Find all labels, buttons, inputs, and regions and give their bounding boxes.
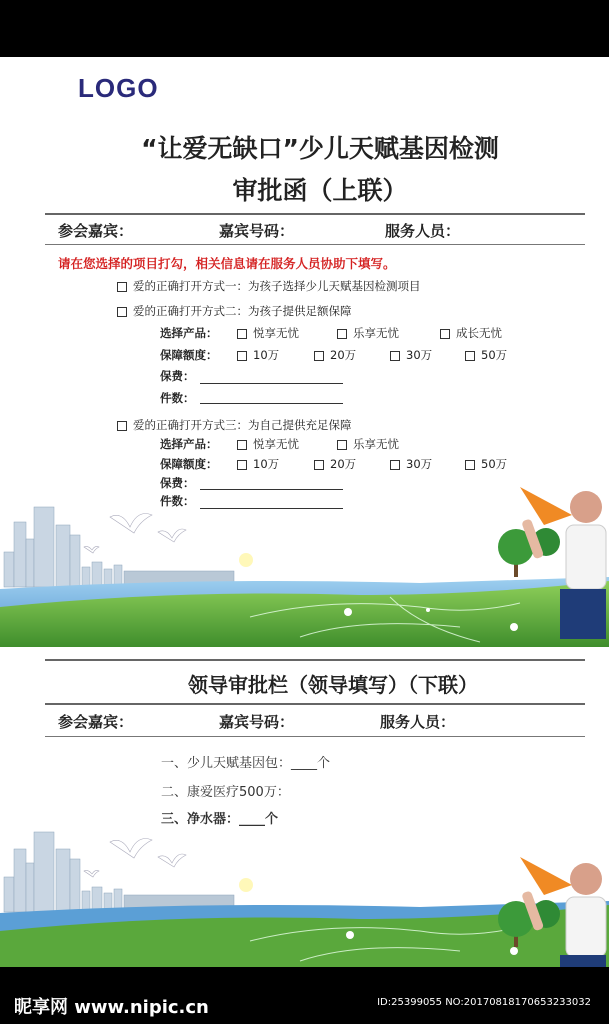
premium-field-2[interactable] [200,383,343,384]
product-name: 乐享无忧 [353,326,399,340]
amount-choice[interactable] [314,347,356,363]
sun-glow [239,553,253,567]
amount-label-2: 保障额度： [160,348,218,362]
amount-choice[interactable] [390,347,432,363]
amount-choice[interactable] [314,456,356,472]
staff-label-lower: 服务人员： [380,713,456,731]
approval-letter-page [0,57,609,967]
option-3[interactable] [117,417,352,433]
paper-plane-icon [520,857,572,895]
amount-choice[interactable] [237,347,279,363]
option-1-checkbox[interactable] [117,282,127,292]
amount-checkbox[interactable] [390,351,400,361]
amount-checkbox[interactable] [237,460,247,470]
amount-choice[interactable] [237,456,279,472]
amount-value: 50万 [481,348,508,362]
amount-value: 20万 [330,457,357,471]
option-2-label: 爱的正确打开方式二：为孩子提供足额保障 [133,304,352,318]
watermark-site: 昵享网 www.nipic.cn [14,997,209,1018]
sun-glow [239,878,253,892]
notice-text: 请在您选择的项目打勾，相关信息请在服务人员协助下填写。 [58,256,396,271]
count-label-3: 件数： [160,494,195,508]
guest-number-label-lower: 嘉宾号码： [219,713,295,731]
amount-checkbox[interactable] [314,351,324,361]
count-field-2[interactable] [200,403,343,404]
sub-title: 审批函（上联） [232,176,408,205]
product-choice[interactable] [237,325,299,341]
amount-choice[interactable] [465,347,507,363]
divider-info [45,244,585,245]
option-3-label: 爱的正确打开方式三：为自己提供充足保障 [133,418,352,432]
product-label-3: 选择产品： [160,437,218,451]
landscape-illustration-lower [0,797,609,967]
premium-label-2: 保费： [160,369,195,383]
amount-value: 30万 [406,348,433,362]
amount-label-3: 保障额度： [160,457,218,471]
amount-choice[interactable] [465,456,507,472]
divider-lower-info [45,736,585,737]
amount-checkbox[interactable] [237,351,247,361]
logo: LOGO [78,73,159,103]
product-choice[interactable] [337,325,399,341]
birds [84,839,186,878]
paper-plane-icon [520,487,572,525]
product-checkbox[interactable] [337,440,347,450]
product-label-2: 选择产品： [160,326,218,340]
divider-lower-title [45,703,585,705]
amount-value: 10万 [253,348,280,362]
product-checkbox[interactable] [440,329,450,339]
product-name: 悦享无忧 [253,326,299,340]
product-name: 成长无忧 [456,326,502,340]
approval-item-2[interactable]: 二、康爱医疗500万： [161,785,290,800]
amount-choice[interactable] [390,456,432,472]
product-choice[interactable] [337,436,399,452]
option-1-label: 爱的正确打开方式一：为孩子选择少儿天赋基因检测项目 [133,279,421,293]
product-choice[interactable] [440,325,502,341]
product-name: 乐享无忧 [353,437,399,451]
divider-lower-top [45,659,585,661]
birds [84,514,186,554]
option-1[interactable] [117,278,421,294]
amount-value: 20万 [330,348,357,362]
amount-checkbox[interactable] [465,460,475,470]
product-name: 悦享无忧 [253,437,299,451]
product-checkbox[interactable] [337,329,347,339]
amount-checkbox[interactable] [465,351,475,361]
amount-checkbox[interactable] [314,460,324,470]
option-3-checkbox[interactable] [117,421,127,431]
amount-value: 50万 [481,457,508,471]
guest-number-label: 嘉宾号码： [219,222,295,240]
staff-label: 服务人员： [385,222,461,240]
product-checkbox[interactable] [237,329,247,339]
amount-value: 10万 [253,457,280,471]
premium-label-3: 保费： [160,476,195,490]
main-title: “让爱无缺口”少儿天赋基因检测 [141,134,499,163]
watermark-bar [0,967,609,1024]
amount-checkbox[interactable] [390,460,400,470]
approval-item-3[interactable]: 三、净水器：____个 [161,812,279,827]
approval-item-1[interactable]: 一、少儿天赋基因包：____个 [161,756,331,771]
lower-title: 领导审批栏（领导填写）（下联） [188,673,478,697]
guest-label: 参会嘉宾： [58,222,134,240]
product-checkbox[interactable] [237,440,247,450]
count-label-2: 件数： [160,391,195,405]
product-choice[interactable] [237,436,299,452]
option-2-checkbox[interactable] [117,307,127,317]
landscape-illustration-upper [0,477,609,647]
watermark-id: ID:25399055 NO:20170818170653233032 [377,997,591,1008]
option-2[interactable] [117,303,352,319]
guest-label-lower: 参会嘉宾： [58,713,134,731]
amount-value: 30万 [406,457,433,471]
divider-top [45,213,585,215]
